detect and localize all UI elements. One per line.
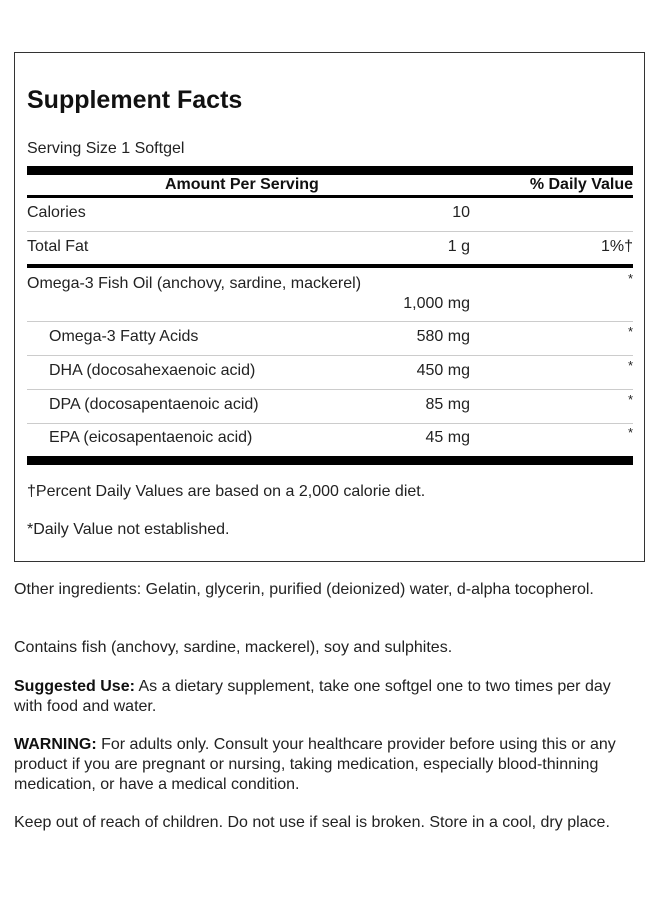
table-row	[27, 204, 633, 224]
nutrient-name: Omega-3 Fatty Acids	[49, 328, 199, 345]
divider	[27, 389, 633, 390]
suggested-use	[14, 677, 634, 717]
table-row	[27, 358, 633, 382]
nutrient-dv: *	[627, 271, 633, 286]
table-row	[27, 271, 633, 319]
divider-thick	[27, 166, 633, 175]
nutrient-name: DHA (docosahexaenoic acid)	[49, 362, 256, 379]
divider	[27, 321, 633, 322]
table-row	[27, 392, 633, 416]
other-ingredients: Other ingredients: Gelatin, glycerin, purified (deionized) water, d-alpha tocopherol.	[14, 581, 594, 598]
nutrient-amount: 45 mg	[425, 429, 470, 446]
footnote-percent: †Percent Daily Values are based on a 2,000 calorie diet.	[27, 483, 426, 500]
divider-medium	[27, 195, 633, 198]
nutrient-dv: 1%†	[600, 238, 633, 255]
divider-thick	[27, 456, 633, 465]
storage-statement: Keep out of reach of children. Do not use if seal is broken. Store in a cool, dry place.	[14, 814, 610, 831]
header-amount: Amount Per Serving	[165, 176, 319, 193]
serving-size: Serving Size 1 Softgel	[27, 140, 185, 157]
warning-text: For adults only. Consult your healthcare provider before using this or any product if you are pregnant or nursing, taking medication, especially blood-thinning medication, or have a medical condition.	[14, 736, 616, 793]
table-row	[27, 425, 633, 449]
allergen-statement: Contains fish (anchovy, sardine, mackerel), soy and sulphites.	[14, 639, 453, 656]
divider-medium	[27, 264, 633, 268]
warning-label: WARNING:	[14, 736, 97, 753]
warning	[14, 735, 634, 795]
suggested-use-label: Suggested Use:	[14, 678, 135, 695]
nutrient-amount: 1,000 mg	[403, 295, 470, 312]
nutrient-amount: 10	[452, 204, 470, 221]
header-daily-value: % Daily Value	[529, 176, 633, 193]
nutrient-dv: *	[627, 324, 633, 339]
panel-title: Supplement Facts	[27, 86, 243, 114]
nutrient-dv: *	[627, 392, 633, 407]
nutrient-dv: *	[627, 425, 633, 440]
nutrient-name: Total Fat	[27, 238, 89, 255]
nutrient-name: DPA (docosapentaenoic acid)	[49, 396, 259, 413]
suggested-use-text: As a dietary supplement, take one softgel one to two times per day with food and water.	[14, 678, 611, 715]
table-row	[27, 238, 633, 258]
divider	[27, 231, 633, 232]
nutrient-amount: 1 g	[447, 238, 470, 255]
nutrient-name: Omega-3 Fish Oil (anchovy, sardine, mackerel)	[27, 275, 362, 292]
footnote-daily-value: *Daily Value not established.	[27, 521, 230, 538]
nutrient-amount: 450 mg	[416, 362, 470, 379]
nutrient-amount: 85 mg	[425, 396, 470, 413]
nutrient-name: Calories	[27, 204, 86, 221]
divider	[27, 423, 633, 424]
nutrient-dv: *	[627, 358, 633, 373]
nutrient-amount: 580 mg	[416, 328, 470, 345]
table-row	[27, 324, 633, 348]
nutrient-name: EPA (eicosapentaenoic acid)	[49, 429, 253, 446]
table-header	[27, 176, 633, 196]
divider	[27, 355, 633, 356]
